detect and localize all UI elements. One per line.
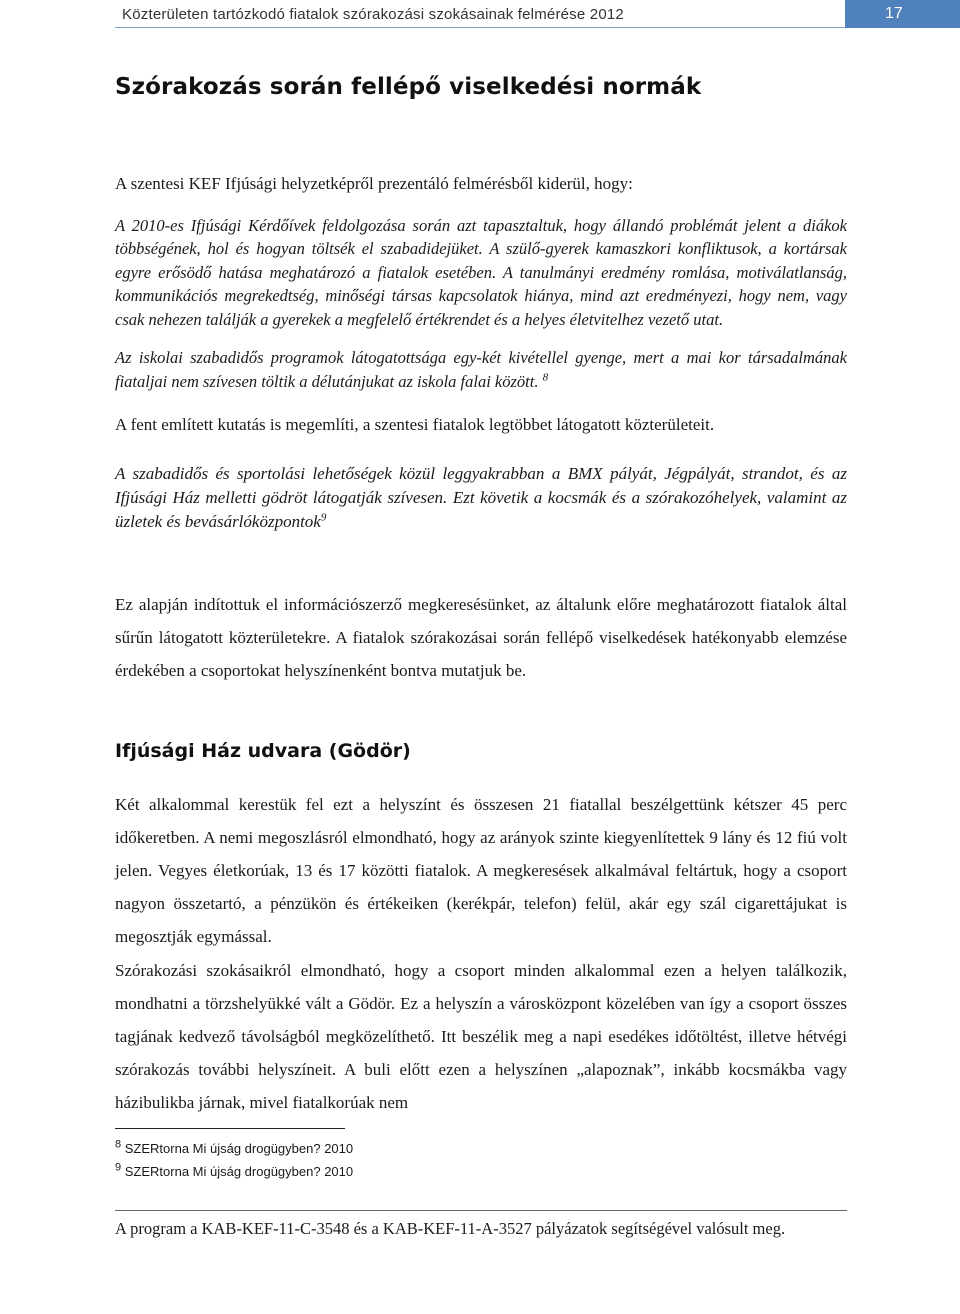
method-paragraph: Ez alapján indítottuk el információszerző megkeresésünket, az általunk előre meghatározott fiatalok által sűrűn látogatott közterületekre. A fiatalok szórakozásai során fellépő viselkedések hatékonyabb elemzése érdekében a csoportokat helyszínenként bontva mutatjuk be. [115, 595, 847, 680]
page-number: 17 [845, 0, 960, 28]
quote-paragraph-2 [115, 346, 847, 394]
footnote-separator [115, 1128, 345, 1129]
page-header [0, 0, 960, 30]
footer-rule [115, 1210, 847, 1211]
footnote-ref-9: 9 [320, 511, 327, 524]
section-heading: Szórakozás során fellépő viselkedési normák [115, 74, 702, 100]
footnote-number: 8 [115, 1138, 122, 1151]
research-paragraph: A fent említett kutatás is megemlíti, a szentesi fiatalok legtöbbet látogatott közterületeit. [115, 415, 715, 434]
header-title: Közterületen tartózkodó fiatalok szórakozási szokásainak felmérése 2012 [122, 6, 624, 23]
subsection-heading: Ifjúsági Ház udvara (Gödör) [115, 740, 411, 762]
intro-paragraph: A szentesi KEF Ifjúsági helyzetképről prezentáló felmérésből kiderül, hogy: [115, 174, 633, 193]
page-footer: A program a KAB-KEF-11-C-3548 és a KAB-KEF-11-A-3527 pályázatok segítségével valósult meg. [115, 1219, 786, 1238]
header-rule [115, 27, 960, 28]
footnote-8 [115, 1138, 354, 1156]
bmx-text: A szabadidős és sportolási lehetőségek közül leggyakrabban a BMX pályát, Jégpályát, strandot, és az Ifjúsági Ház melletti gödröt látogatják szívesen. Ezt követik a kocsmák és a szórakozóhelyek, valamint az üzletek és bevásárlóközpontok [115, 464, 847, 531]
footnote-text: SZERtorna Mi újság drogügyben? 2010 [124, 1164, 354, 1179]
visit-paragraph: Két alkalommal kerestük fel ezt a helyszínt és összesen 21 fiatallal beszélgettünk kétszer 45 perc időkeretben. A nemi megoszlásról elmondható, hogy az arányok szinte kiegyenlítettek 9 lány és 12 fiú volt jelen. Vegyes életkorúak, 13 és 17 közötti fiatalok. A megkeresések alkalmával feltártuk, hogy a csoport nagyon összetartó, a pénzükön és értékeiken (kerékpár, telefon) felül, akár egy szál cigarettájukat is megosztják egymással. [115, 795, 847, 946]
bmx-paragraph [115, 462, 847, 534]
footnote-ref-8: 8 [542, 371, 549, 384]
quote-paragraph-1: A 2010-es Ifjúsági Kérdőívek feldolgozása során azt tapasztaltuk, hogy állandó problémát jelent a diákok többségének, hol és hogyan töltsék el szabadidejüket. A szülő-gyerek kamaszkori konfliktusok, a kortársak egyre erősödő hatása meghatározó a fiatalok esetében. A tanulmányi eredmény romlása, motiválatlanság, kommunikációs megrekedtség, minőségi társas kapcsolatok hiánya, mind azt eredményezi, hogy nem, vagy csak nehezen találják a gyerekek a megfelelő értékrendet és a helyes életvitelhez vezető utat. [115, 216, 847, 329]
footnote-number: 9 [115, 1161, 122, 1174]
quote-2-text: Az iskolai szabadidős programok látogatottsága egy-két kivétellel gyenge, mert a mai kor társadalmának fiataljai nem szívesen töltik a délutánjukat az iskola falai között. [115, 348, 847, 391]
footnote-text: SZERtorna Mi újság drogügyben? 2010 [124, 1141, 354, 1156]
footnote-9 [115, 1161, 354, 1179]
habits-paragraph: Szórakozási szokásaikról elmondható, hogy a csoport minden alkalommal ezen a helyen találkozik, mondhatni a törzshelyükké vált a Gödör. Ez a helyszín a városközpont közelében van így a csoport összes tagjának kedvező távolságból megközelíthető. Itt beszélik meg a napi esedékes időtöltést, illetve hétvégi szórakozás további helyszíneit. A buli előtt ezen a helyszínen „alapoznak”, inkább kocsmákba vagy házibulikba járnak, mivel fiatalkorúak nem [115, 961, 847, 1112]
